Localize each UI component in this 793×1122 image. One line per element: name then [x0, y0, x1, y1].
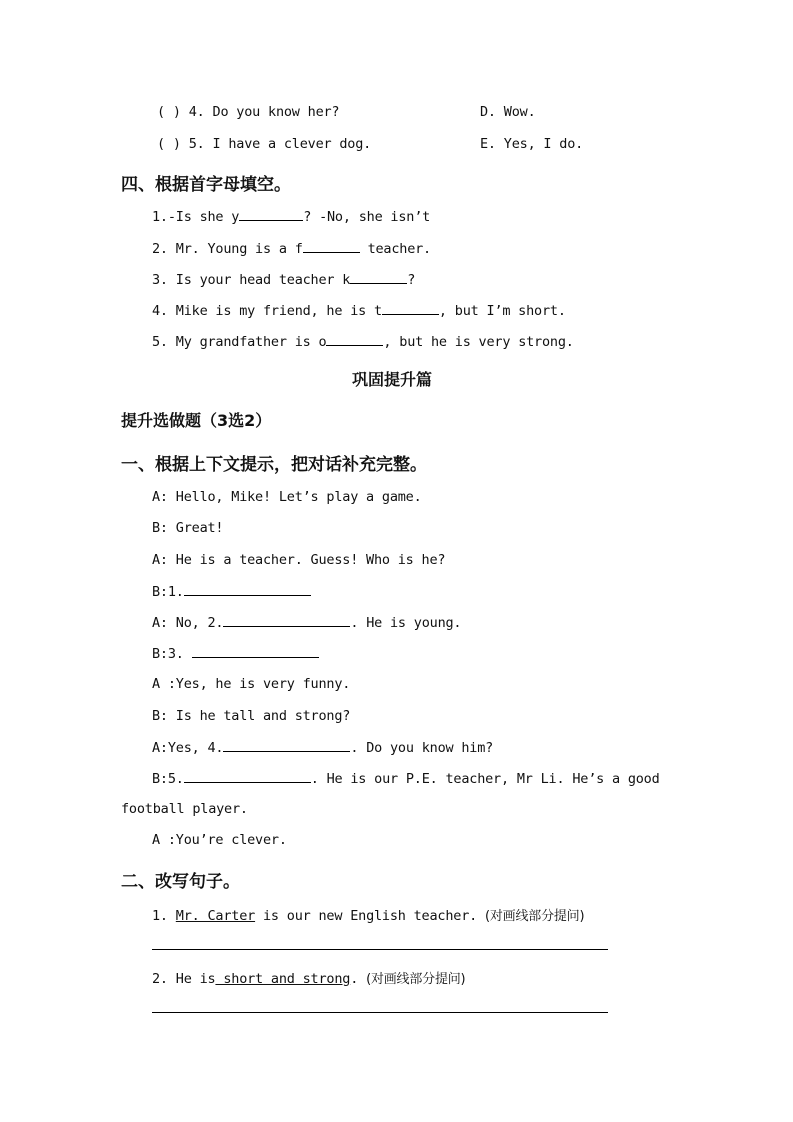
matching-q4 [157, 104, 339, 120]
option-e: E. Yes, I do. [480, 136, 584, 152]
section1-title: 一、根据上下文提示，把对话补充完整。 [121, 455, 427, 475]
answer-paren: ( ) [157, 136, 181, 152]
hint-text: (对画线部分提问) [485, 909, 585, 924]
dialogue-line-11: football player. [121, 801, 248, 817]
hint-text: (对画线部分提问) [366, 972, 466, 987]
question-text: 4. Do you know her? [188, 104, 340, 120]
rewrite-q1: 1. Mr. Carter is our new English teacher. (对画线部分提问) [152, 908, 585, 924]
fill-item-5: 5. My grandfather is o , but he is very strong. [152, 334, 574, 350]
dialogue-line-9: A:Yes, 4. . Do you know him? [152, 740, 494, 756]
fill-blank[interactable] [350, 271, 407, 284]
section2-title: 二、改写句子。 [121, 872, 240, 892]
fill-item-2: 2. Mr. Young is a f teacher. [152, 241, 431, 257]
answer-blank-2[interactable] [223, 614, 350, 627]
dialogue-line-12: A :You’re clever. [152, 832, 287, 848]
fill-item-1: 1.-Is she y ? -No, she isn’t [152, 209, 431, 225]
underlined-part: Mr. Carter [175, 908, 256, 924]
dialogue-line-5: A: No, 2. . He is young. [152, 615, 462, 631]
section4-title: 四、根据首字母填空。 [121, 175, 291, 195]
fill-blank[interactable] [382, 302, 439, 315]
fill-blank[interactable] [239, 208, 303, 221]
answer-blank-3[interactable] [192, 645, 319, 658]
dialogue-line-8: B: Is he tall and strong? [152, 708, 351, 724]
answer-blank-5[interactable] [184, 770, 311, 783]
elective-title: 提升选做题（3选2） [121, 411, 272, 430]
dialogue-line-1: A: Hello, Mike! Let’s play a game. [152, 489, 422, 505]
fill-item-3: 3. Is your head teacher k ? [152, 272, 416, 288]
answer-line-2[interactable] [152, 1012, 608, 1013]
answer-line-1[interactable] [152, 949, 608, 950]
fill-item-4: 4. Mike is my friend, he is t , but I’m short. [152, 303, 566, 319]
dialogue-line-3: A: He is a teacher. Guess! Who is he? [152, 552, 446, 568]
dialogue-line-2: B: Great! [152, 520, 224, 536]
fill-blank[interactable] [326, 333, 383, 346]
matching-q5 [157, 136, 371, 152]
part-title: 巩固提升篇 [352, 370, 433, 389]
fill-blank[interactable] [303, 240, 360, 253]
answer-paren: ( ) [157, 104, 181, 120]
answer-blank-1[interactable] [184, 583, 311, 596]
dialogue-line-7: A :Yes, he is very funny. [152, 676, 351, 692]
dialogue-line-4: B:1. [152, 583, 311, 600]
question-text: 5. I have a clever dog. [188, 136, 372, 152]
option-d: D. Wow. [480, 104, 536, 120]
rewrite-q2: 2. He is short and strong. (对画线部分提问) [152, 971, 466, 987]
underlined-part: short and strong [215, 971, 351, 987]
dialogue-line-10: B:5. . He is our P.E. teacher, Mr Li. He’s a good [152, 771, 660, 787]
answer-blank-4[interactable] [223, 739, 350, 752]
dialogue-line-6: B:3. [152, 645, 319, 662]
